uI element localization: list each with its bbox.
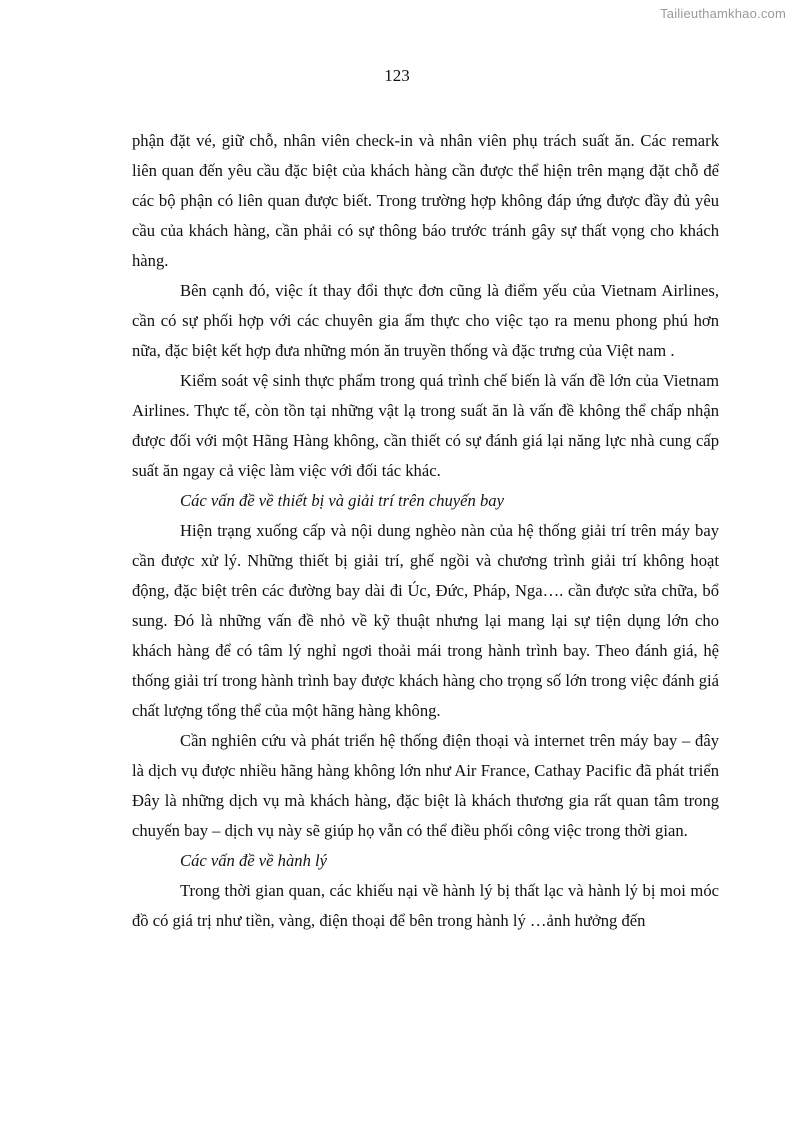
paragraph-entertainment: Hiện trạng xuống cấp và nội dung nghèo nàn của hệ thống giải trí trên máy bay cần được xử lý. Những thiết bị giải trí, ghế ngồi và chương trình giải trí không hoạt động, đặc biệt trên các đường bay dài đi Úc, Đức, Pháp, Nga…. cần được sửa chữa, bổ sung. Đó là những vấn đề nhỏ về kỹ thuật nhưng lại mang lại sự tiện dụng lớn cho khách hàng để có tâm lý nghỉ ngơi thoải mái trong hành trình bay. Theo đánh giá, hệ thống giải trí trong hành trình bay được khách hàng cho trọng số lớn trong việc đánh giá chất lượng tổng thể của một hãng hàng không. bbox=[132, 521, 719, 720]
page-number: 123 bbox=[384, 66, 410, 85]
paragraph-menu: Bên cạnh đó, việc ít thay đổi thực đơn cũng là điểm yếu của Vietnam Airlines, cần có sự phối hợp với các chuyên gia ẩm thực cho việc tạo ra menu phong phú hơn nữa, đặc biệt kết hợp đưa những món ăn truyền thống và đặc trưng của Việt nam . bbox=[132, 281, 719, 360]
section-heading-entertainment: Các vấn đề về thiết bị và giải trí trên chuyến bay bbox=[180, 491, 504, 510]
paragraph-continuation: phận đặt vé, giữ chỗ, nhân viên check-in và nhân viên phụ trách suất ăn. Các remark liên quan đến yêu cầu đặc biệt của khách hàng cần được thể hiện trên mạng đặt chỗ để các bộ phận có liên quan được biết. Trong trường hợp không đáp ứng được đầy đủ yêu cầu của khách hàng, cần phải có sự thông báo trước tránh gây sự thất vọng cho khách hàng. bbox=[132, 131, 719, 270]
paragraph-food-hygiene: Kiểm soát vệ sinh thực phẩm trong quá trình chế biến là vấn đề lớn của Vietnam Airlines. Thực tế, còn tồn tại những vật lạ trong suất ăn là vấn đề không thể chấp nhận được đối với một Hãng Hàng không, cần thiết có sự đánh giá lại năng lực nhà cung cấp suất ăn ngay cả việc làm việc với đối tác khác. bbox=[132, 371, 719, 480]
document-body bbox=[132, 126, 719, 936]
watermark-text: Tailieuthamkhao.com bbox=[660, 6, 786, 21]
paragraph-internet: Cần nghiên cứu và phát triển hệ thống điện thoại và internet trên máy bay – đây là dịch vụ được nhiều hãng hàng không lớn như Air France, Cathay Pacific đã phát triển Đây là những dịch vụ mà khách hàng, đặc biệt là khách thương gia rất quan tâm trong chuyến bay – dịch vụ này sẽ giúp họ vẫn có thể điều phối công việc trong thời gian. bbox=[132, 731, 719, 840]
paragraph-baggage: Trong thời gian quan, các khiếu nại về hành lý bị thất lạc và hành lý bị moi móc đồ có giá trị như tiền, vàng, điện thoại để bên trong hành lý …ảnh hưởng đến bbox=[132, 881, 719, 930]
section-heading-baggage: Các vấn đề về hành lý bbox=[180, 851, 327, 870]
